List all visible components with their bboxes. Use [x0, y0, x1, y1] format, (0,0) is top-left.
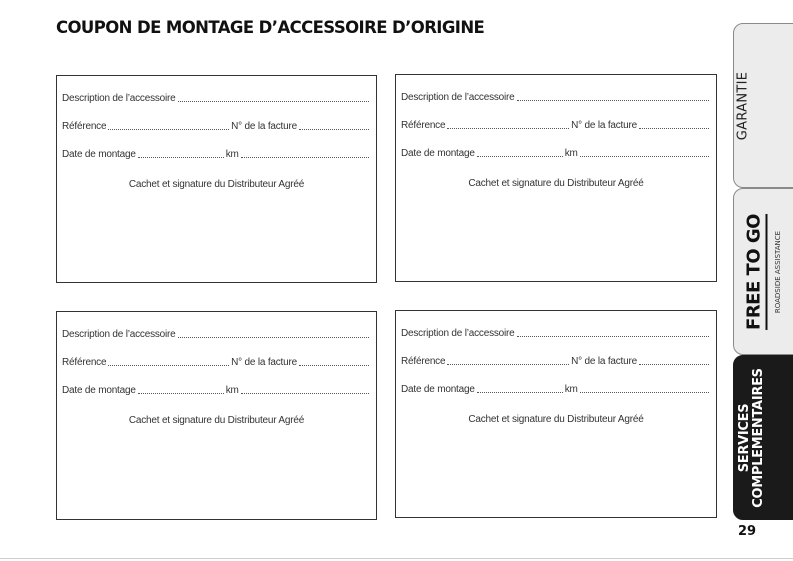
stamp-signature-label: Cachet et signature du Distributeur Agréé — [468, 178, 644, 189]
stamp-signature-label: Cachet et signature du Distributeur Agréé — [128, 179, 305, 190]
date-label: Date de montage — [62, 385, 136, 396]
description-label: Description de l’accessoire — [401, 92, 515, 103]
date-label: Date de montage — [401, 384, 475, 395]
invoice-label: N° de la facture — [231, 121, 297, 132]
invoice-field[interactable] — [639, 128, 709, 129]
roadside-assistance-label: ROADSIDE ASSISTANCE — [774, 230, 782, 313]
date-label: Date de montage — [401, 148, 475, 159]
km-field[interactable] — [241, 393, 369, 394]
stamp-signature-label: Cachet et signature du Distributeur Agréé — [468, 414, 644, 425]
reference-label: Référence — [401, 356, 446, 367]
invoice-field[interactable] — [299, 365, 369, 366]
date-field[interactable] — [477, 156, 563, 157]
description-field[interactable] — [178, 101, 369, 102]
services-line1: SERVICES — [737, 403, 752, 472]
stamp-signature-label: Cachet et signature du Distributeur Agréé — [128, 415, 305, 426]
km-field[interactable] — [580, 156, 709, 157]
invoice-field[interactable] — [299, 129, 369, 130]
coupon-form — [395, 310, 717, 518]
date-field[interactable] — [477, 392, 563, 393]
invoice-label: N° de la facture — [571, 120, 637, 131]
invoice-label: N° de la facture — [231, 357, 297, 368]
reference-field[interactable] — [108, 365, 229, 366]
km-field[interactable] — [580, 392, 709, 393]
reference-field[interactable] — [447, 364, 569, 365]
services-line2: COMPLEMENTAIRES — [751, 367, 766, 508]
km-label: km — [564, 148, 578, 159]
tab-free-to-go-label — [745, 214, 768, 330]
km-label: km — [225, 385, 239, 396]
invoice-label: N° de la facture — [571, 356, 637, 367]
tab-free-to-go[interactable] — [733, 188, 793, 355]
invoice-field[interactable] — [639, 364, 709, 365]
km-field[interactable] — [241, 157, 369, 158]
description-label: Description de l’accessoire — [401, 328, 515, 339]
reference-label: Référence — [62, 121, 107, 132]
date-field[interactable] — [138, 157, 224, 158]
free-to-go-title: FREE TO GO — [745, 214, 768, 330]
reference-label: Référence — [401, 120, 446, 131]
reference-field[interactable] — [447, 128, 569, 129]
km-label: km — [225, 149, 239, 160]
km-label: km — [564, 384, 578, 395]
description-field[interactable] — [517, 336, 709, 337]
reference-label: Référence — [62, 357, 107, 368]
tab-garantie[interactable] — [733, 23, 793, 188]
description-field[interactable] — [517, 100, 709, 101]
date-field[interactable] — [138, 393, 224, 394]
coupon-form — [56, 75, 377, 283]
page-number: 29 — [738, 524, 757, 539]
description-label: Description de l’accessoire — [62, 93, 176, 104]
page-title: COUPON DE MONTAGE D’ACCESSOIRE D’ORIGINE — [56, 18, 485, 37]
coupon-form — [395, 74, 717, 282]
tab-services-complementaires[interactable] — [733, 355, 793, 520]
page-bottom-rule — [0, 558, 793, 559]
tab-garantie-label: GARANTIE — [735, 71, 751, 140]
description-field[interactable] — [178, 337, 369, 338]
reference-field[interactable] — [108, 129, 229, 130]
tab-services-label — [738, 368, 766, 507]
date-label: Date de montage — [62, 149, 136, 160]
coupon-form — [56, 311, 377, 520]
description-label: Description de l’accessoire — [62, 329, 176, 340]
